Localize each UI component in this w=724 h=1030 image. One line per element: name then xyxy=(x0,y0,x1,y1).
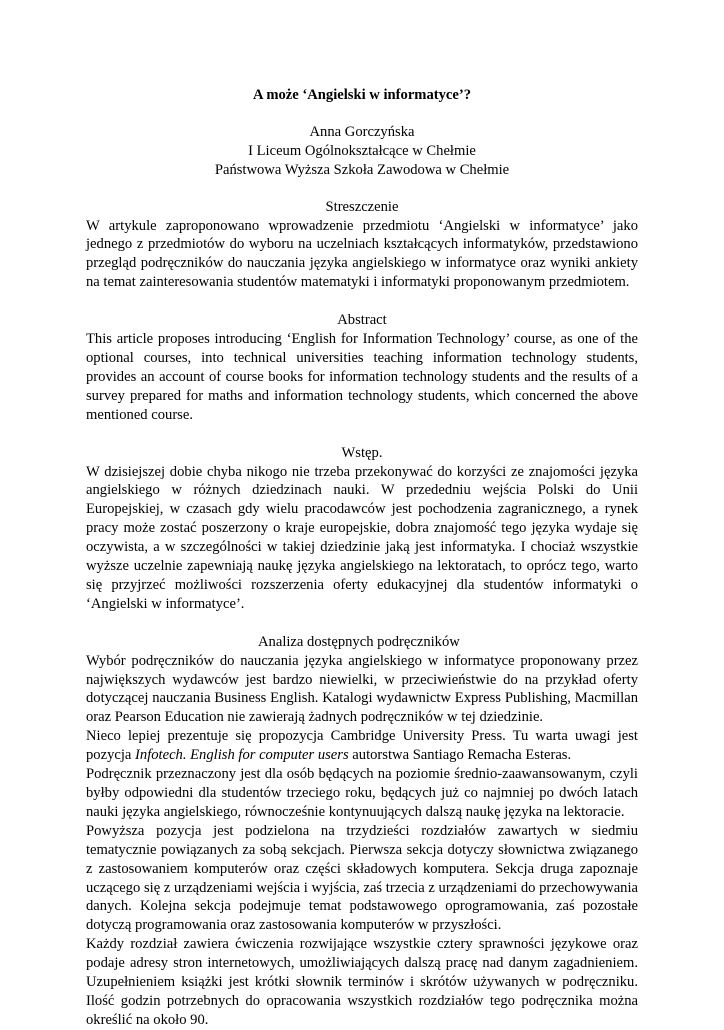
analiza-heading: Analiza dostępnych podręczników xyxy=(258,633,460,650)
streszczenie-section xyxy=(86,198,638,293)
author-affiliation-school: I Liceum Ogólnokształcące w Chełmie xyxy=(248,142,476,159)
author-name: Anna Gorczyńska xyxy=(309,123,415,140)
analiza-paragraph-3: Podręcznik przeznaczony jest dla osób będących na poziomie średnio-zaawansowanym, czyli byłby odpowiedni dla studentów trzeciego roku, będących już co najmniej po dwóch latach nauki języka angielskiego, równocześnie kontynuujących dalszą naukę języka na lektoracie. xyxy=(86,766,638,820)
analiza-paragraph-4: Powyższa pozycja jest podzielona na trzydzieści rozdziałów zawartych w siedmiu tematycznie powiązanych za sobą sekcjach. Pierwsza sekcja dotyczy słownictwa związanego z zastosowaniem komputerów oraz części składowych komputera. Sekcja druga zapoznaje uczącego się z urządzeniami wejścia i wyjścia, zaś trzecia z urządzeniami do przechowywania danych. Kolejna sekcja podejmuje temat podstawowego oprogramowania, zaś pozostałe dotyczą programowania oraz zastosowania komputerów w przyszłości. xyxy=(86,822,638,934)
book-title-infotech: Infotech. English for computer users xyxy=(135,747,349,764)
analiza-paragraph-5: Każdy rozdział zawiera ćwiczenia rozwijające wszystkie cztery sprawności językowe oraz podaje adresy stron internetowych, umożliwiających dalszą pracę nad danym zagadnieniem. Uzupełnieniem książki jest krótki słownik terminów i skrótów używanych w podręczniku. Ilość godzin potrzebnych do opracowania wszystkich rozdziałów tego podręcznika można określić na około 90. xyxy=(86,936,638,1028)
abstract-heading: Abstract xyxy=(337,312,387,329)
author-block xyxy=(86,123,638,180)
wstep-heading: Wstęp. xyxy=(341,444,383,461)
analiza-paragraph-2-end: autorstwa Santiago Remacha Esteras. xyxy=(348,747,572,764)
abstract-text: This article proposes introducing ‘English for Information Technology’ course, as one of the optional courses, into technical universities teaching information technology students, provides an account of course books for information technology students and the results of a survey prepared for maths and information technology students, which concerned the above mentioned course. xyxy=(86,331,638,423)
analiza-section xyxy=(86,633,638,1030)
author-affiliation-university: Państwowa Wyższa Szkoła Zawodowa w Chełmie xyxy=(214,161,510,178)
wstep-text: W dzisiejszej dobie chyba nikogo nie trzeba przekonywać do korzyści ze znajomości języka angielskiego w różnych dziedzinach nauki. W przededniu wejścia Polski do Unii Europejskiej, w czasach gdy wielu pracodawców jest pochodzenia zagranicznego, a rynek pracy może zostać poszerzony o kraje europejskie, dobra znajomość tego języka wydaje się oczywista, a w szczególności w takiej dziedzinie jaką jest informatyka. I chociaż wszystkie wyższe uczelnie zapewniają naukę języka angielskiego na lektoratach, to oprócz tego, warto się przyjrzeć możliwości rozszerzenia oferty edukacyjnej dla studentów informatyki o ‘Angielski w informatyce’. xyxy=(86,463,638,612)
paper-title: A może ‘Angielski w informatyce’? xyxy=(252,87,472,103)
streszczenie-heading: Streszczenie xyxy=(325,198,399,215)
analiza-paragraph-2-start: Nieco lepiej prezentuje się propozycja Cambridge University Press. Tu warta uwagi jest pozycja xyxy=(86,728,638,764)
streszczenie-text: W artykule zaproponowano wprowadzenie przedmiotu ‘Angielski w informatyce’ jako jednego z przedmiotów do wyboru na uczelniach kształcących informatyków, przedstawiono przegląd podręczników do nauczania języka angielskiego w informatyce oraz wyniki ankiety na temat zainteresowania studentów matematyki i informatyki proponowanym przedmiotem. xyxy=(86,217,638,291)
analiza-paragraph-1: Wybór podręczników do nauczania języka angielskiego w informatyce proponowany przez największych wydawców jest bardzo niewielki, w przeciwieństwie do na przykład oferty dotyczącej nauczania Business English. Katalogi wydawnictw Express Publishing, Macmillan oraz Pearson Education nie zawierają żadnych podręczników w tej dziedzinie. xyxy=(86,652,638,726)
analiza-paragraph-2 xyxy=(86,727,638,765)
wstep-section xyxy=(86,444,638,614)
abstract-section xyxy=(86,311,638,424)
